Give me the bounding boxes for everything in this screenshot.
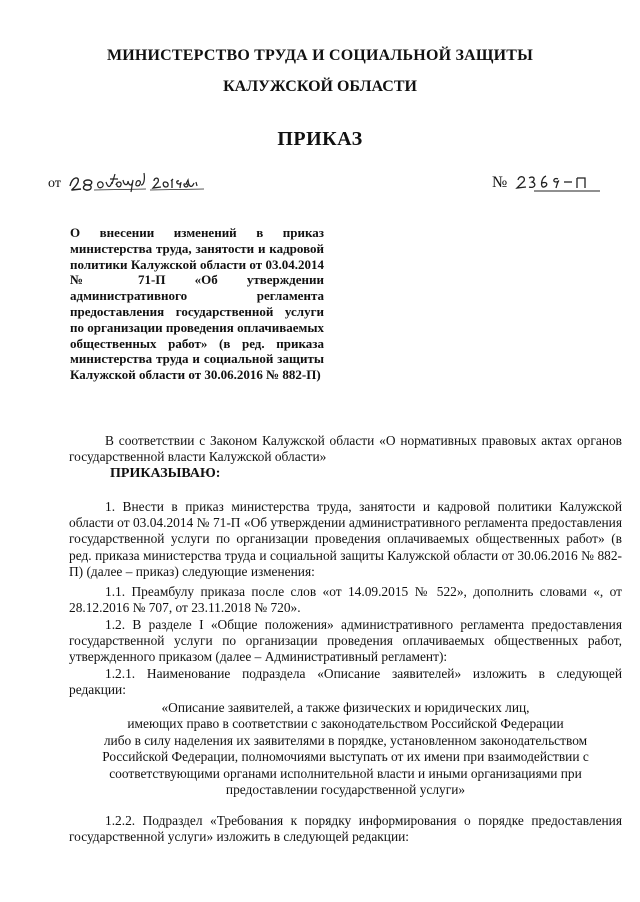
item-1-2-paragraph: 1.2. В разделе I «Общие положения» административного регламента предоставления государственной услуги по организации проведения оплачиваемых общественных работ, утвержденного приказом (далее – Административный регламент): — [69, 617, 622, 665]
ministry-title: МИНИСТЕРСТВО ТРУДА И СОЦИАЛЬНОЙ ЗАЩИТЫ — [106, 47, 534, 64]
handwritten-number — [514, 170, 602, 196]
item-1-2-2-paragraph: 1.2.2. Подраздел «Требования к порядку информирования о порядке предоставления государственной услуги» изложить в следующей редакции: — [69, 813, 622, 845]
orders-heading: ПРИКАЗЫВАЮ: — [110, 466, 221, 481]
order-number — [492, 170, 602, 196]
quote-line: соответствующими органами исполнительной власти и иными организациями при — [109, 765, 582, 781]
region-title: КАЛУЖСКОЙ ОБЛАСТИ — [223, 78, 417, 95]
handwritten-date-signature — [68, 170, 208, 196]
preamble-paragraph: В соответствии с Законом Калужской области «О нормативных правовых актах органов государственной власти Калужской области» — [69, 433, 622, 465]
item-1-paragraph: 1. Внести в приказ министерства труда, занятости и кадровой политики Калужской области от 03.04.2014 № 71-П «Об утверждении административного регламента предоставления государственной услуги по организации проведения оплачиваемых общественных работ» (в ред. приказа министерства труда и социальной защиты Калужской области от 30.06.2016 № 882-П) (далее – приказ) следующие изменения: — [69, 499, 622, 579]
order-subject: О внесении изменений в приказ министерства труда, занятости и кадровой политики Калужской области от 03.04.2014 № 71-П «Об утверждении административного регламента предоставления государственной услуги по организации проведения оплачиваемых общественных работ» (в ред. приказа министерства труда и социальной защиты Калужской области от 30.06.2016 № 882-П) — [70, 225, 324, 383]
item-1-1-paragraph: 1.1. Преамбулу приказа после слов «от 14.09.2015 № 522», дополнить словами «, от 28.12.2016 № 707, от 23.11.2018 № 720». — [69, 584, 622, 616]
quote-line: либо в силу наделения их заявителями в порядке, установленном законодательством — [103, 732, 588, 748]
quote-line: «Описание заявителей, а также физических и юридических лиц, — [161, 700, 530, 715]
quoted-subsection-title — [69, 700, 622, 798]
document-type-title: ПРИКАЗ — [277, 128, 363, 150]
date-prefix: от — [48, 176, 61, 191]
quote-line: предоставлении государственной услуги» — [225, 782, 466, 798]
quote-line: имеющих право в соответствии с законодательством Российской Федерации — [127, 716, 564, 732]
quote-line: Российской Федерации, полномочиями выступать от их имени при взаимодействии с — [102, 749, 589, 765]
number-prefix: № — [492, 174, 508, 191]
order-date — [48, 170, 208, 196]
item-1-2-1-paragraph: 1.2.1. Наименование подраздела «Описание заявителей» изложить в следующей редакции: — [69, 666, 622, 698]
